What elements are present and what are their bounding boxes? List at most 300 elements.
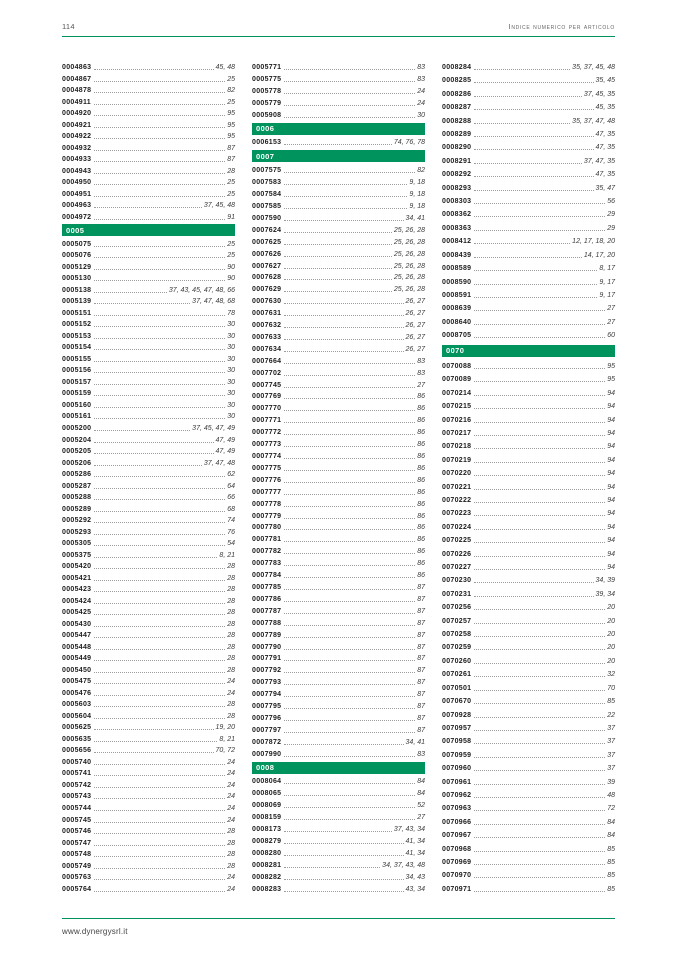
page-numbers: 94 bbox=[607, 537, 615, 545]
article-code: 0007772 bbox=[252, 429, 282, 437]
section-label: 0008 bbox=[256, 763, 275, 773]
index-entry bbox=[62, 493, 235, 501]
dotted-leader bbox=[284, 831, 392, 832]
dotted-leader bbox=[94, 257, 225, 258]
article-code: 0070089 bbox=[442, 376, 472, 384]
dotted-leader bbox=[94, 845, 225, 846]
index-entry bbox=[252, 571, 425, 579]
section-header-bar bbox=[252, 762, 425, 774]
dotted-leader bbox=[474, 623, 605, 624]
article-code: 0008282 bbox=[252, 873, 282, 881]
article-code: 0070261 bbox=[442, 671, 472, 679]
index-entry bbox=[252, 262, 425, 270]
article-code: 0070960 bbox=[442, 765, 472, 773]
dotted-leader bbox=[284, 732, 415, 733]
dotted-leader bbox=[284, 891, 403, 892]
page-numbers: 87 bbox=[417, 703, 425, 711]
dotted-leader bbox=[94, 637, 225, 638]
index-entry bbox=[442, 643, 615, 651]
page-numbers: 52 bbox=[417, 802, 425, 810]
index-entry bbox=[62, 132, 235, 140]
dotted-leader bbox=[94, 499, 225, 500]
article-code: 0008412 bbox=[442, 238, 472, 246]
index-entry bbox=[442, 563, 615, 571]
page-numbers: 86 bbox=[417, 417, 425, 425]
page-numbers: 86 bbox=[417, 500, 425, 508]
page-numbers: 47, 49 bbox=[215, 448, 235, 456]
page-numbers: 85 bbox=[607, 872, 615, 880]
page-numbers: 94 bbox=[607, 470, 615, 478]
dotted-leader bbox=[474, 824, 605, 825]
dotted-leader bbox=[94, 384, 225, 385]
index-entry bbox=[62, 155, 235, 163]
article-code: 0007797 bbox=[252, 726, 282, 734]
page-numbers: 94 bbox=[607, 510, 615, 518]
page-numbers: 86 bbox=[417, 560, 425, 568]
index-entry bbox=[62, 355, 235, 363]
page-numbers: 87 bbox=[417, 714, 425, 722]
article-code: 0008283 bbox=[252, 885, 282, 893]
page-numbers: 82 bbox=[417, 167, 425, 175]
index-entry bbox=[62, 109, 235, 117]
index-entry bbox=[442, 170, 615, 178]
dotted-leader bbox=[94, 92, 225, 93]
page-numbers: 26, 27 bbox=[405, 310, 425, 318]
index-entry bbox=[442, 483, 615, 491]
article-code: 0070963 bbox=[442, 805, 472, 813]
index-entry bbox=[252, 273, 425, 281]
article-code: 0007783 bbox=[252, 560, 282, 568]
page-numbers: 82 bbox=[227, 87, 235, 95]
article-code: 0005746 bbox=[62, 828, 92, 836]
page-numbers: 20 bbox=[607, 644, 615, 652]
index-entry bbox=[62, 121, 235, 129]
page-numbers: 94 bbox=[607, 443, 615, 451]
article-code: 0008639 bbox=[442, 305, 472, 313]
index-entry bbox=[62, 551, 235, 559]
dotted-leader bbox=[94, 476, 225, 477]
article-code: 0005292 bbox=[62, 517, 92, 525]
page-footer bbox=[62, 918, 615, 936]
index-entry bbox=[62, 585, 235, 593]
page-numbers: 9, 17 bbox=[599, 278, 615, 286]
article-code: 0005748 bbox=[62, 851, 92, 859]
index-entry bbox=[252, 595, 425, 603]
index-entry bbox=[442, 197, 615, 205]
dotted-leader bbox=[284, 541, 415, 542]
page-numbers: 24 bbox=[227, 874, 235, 882]
article-code: 0070959 bbox=[442, 751, 472, 759]
page-numbers: 41, 34 bbox=[405, 849, 425, 857]
dotted-leader bbox=[94, 196, 225, 197]
article-code: 0007585 bbox=[252, 202, 282, 210]
article-code: 0007784 bbox=[252, 572, 282, 580]
article-code: 0008286 bbox=[442, 90, 472, 98]
page-numbers: 28 bbox=[227, 701, 235, 709]
index-entry bbox=[252, 873, 425, 881]
article-code: 0070224 bbox=[442, 523, 472, 531]
page-numbers: 86 bbox=[417, 441, 425, 449]
dotted-leader bbox=[94, 184, 225, 185]
article-code: 0008363 bbox=[442, 224, 472, 232]
page-numbers: 94 bbox=[607, 429, 615, 437]
page-numbers: 86 bbox=[417, 572, 425, 580]
dotted-leader bbox=[284, 351, 403, 352]
dotted-leader bbox=[284, 232, 392, 233]
page-numbers: 24 bbox=[227, 689, 235, 697]
index-entry bbox=[442, 389, 615, 397]
dotted-leader bbox=[474, 596, 593, 597]
article-code: 0005635 bbox=[62, 735, 92, 743]
dotted-leader bbox=[474, 891, 605, 892]
article-code: 0070970 bbox=[442, 872, 472, 880]
article-code: 0005286 bbox=[62, 471, 92, 479]
article-code: 0008291 bbox=[442, 157, 472, 165]
article-code: 0004951 bbox=[62, 190, 92, 198]
dotted-leader bbox=[474, 109, 593, 110]
index-entry bbox=[62, 366, 235, 374]
dotted-leader bbox=[474, 730, 605, 731]
page-numbers: 66 bbox=[227, 494, 235, 502]
page-numbers: 37 bbox=[607, 765, 615, 773]
index-entry bbox=[442, 617, 615, 625]
dotted-leader bbox=[94, 580, 225, 581]
dotted-leader bbox=[474, 770, 605, 771]
article-code: 0005450 bbox=[62, 666, 92, 674]
dotted-leader bbox=[94, 683, 225, 684]
dotted-leader bbox=[474, 569, 605, 570]
section-header-bar bbox=[252, 150, 425, 162]
article-code: 0007774 bbox=[252, 453, 282, 460]
page-numbers: 70, 72 bbox=[215, 747, 235, 755]
index-entry bbox=[252, 607, 425, 615]
dotted-leader bbox=[474, 257, 582, 258]
article-code: 0005749 bbox=[62, 862, 92, 870]
article-code: 0005156 bbox=[62, 367, 92, 375]
page-numbers: 24 bbox=[227, 885, 235, 893]
dotted-leader bbox=[284, 553, 415, 554]
dotted-leader bbox=[474, 877, 605, 878]
index-entry bbox=[442, 764, 615, 772]
page-numbers: 87 bbox=[227, 144, 235, 152]
index-entry bbox=[62, 666, 235, 674]
page-numbers: 28 bbox=[227, 620, 235, 628]
page-numbers: 24 bbox=[227, 678, 235, 686]
page-numbers: 87 bbox=[417, 631, 425, 639]
dotted-leader bbox=[474, 310, 605, 311]
dotted-leader bbox=[474, 422, 605, 423]
article-code: 0007630 bbox=[252, 298, 282, 306]
index-entry bbox=[62, 263, 235, 271]
dotted-leader bbox=[94, 868, 225, 869]
index-entry bbox=[442, 845, 615, 853]
section-label: 0070 bbox=[446, 346, 465, 356]
index-entry bbox=[442, 157, 615, 165]
article-code: 0005764 bbox=[62, 885, 92, 893]
page-numbers: 28 bbox=[227, 632, 235, 640]
dotted-leader bbox=[94, 488, 225, 489]
index-entry bbox=[252, 678, 425, 686]
website-url[interactable]: www.dynergysrl.it bbox=[62, 927, 128, 936]
article-code: 0005159 bbox=[62, 390, 92, 398]
dotted-leader bbox=[474, 381, 605, 382]
article-code: 0007793 bbox=[252, 679, 282, 687]
dotted-leader bbox=[94, 891, 225, 892]
index-entry bbox=[442, 103, 615, 111]
dotted-leader bbox=[94, 138, 225, 139]
page-numbers: 24 bbox=[227, 793, 235, 801]
section-header-bar bbox=[252, 123, 425, 135]
index-entry bbox=[442, 331, 615, 339]
page-numbers: 12, 17, 18, 20 bbox=[572, 238, 615, 246]
index-entry bbox=[442, 117, 615, 125]
dotted-leader bbox=[94, 649, 225, 650]
index-entry bbox=[62, 401, 235, 409]
article-code: 0008281 bbox=[252, 861, 282, 869]
page-numbers: 8, 21 bbox=[219, 735, 235, 743]
page-numbers: 83 bbox=[417, 64, 425, 71]
dotted-leader bbox=[94, 326, 225, 327]
page-numbers: 27 bbox=[607, 305, 615, 313]
index-entry bbox=[442, 496, 615, 504]
page-numbers: 35, 37, 45, 48 bbox=[572, 64, 615, 71]
dotted-leader bbox=[94, 161, 225, 162]
page-numbers: 30 bbox=[227, 332, 235, 340]
index-entry bbox=[252, 500, 425, 508]
page-numbers: 94 bbox=[607, 550, 615, 558]
page-numbers: 70 bbox=[607, 684, 615, 692]
page-numbers: 87 bbox=[417, 679, 425, 687]
dotted-leader bbox=[474, 136, 593, 137]
dotted-leader bbox=[474, 663, 605, 664]
index-entry bbox=[252, 885, 425, 893]
dotted-leader bbox=[94, 81, 225, 82]
page-number: 114 bbox=[62, 22, 75, 31]
dotted-leader bbox=[94, 395, 225, 396]
index-entry bbox=[252, 178, 425, 186]
index-entry bbox=[62, 309, 235, 317]
page-numbers: 86 bbox=[417, 536, 425, 544]
dotted-leader bbox=[94, 69, 213, 70]
page-numbers: 37, 43, 34 bbox=[393, 826, 425, 834]
page-numbers: 87 bbox=[417, 726, 425, 734]
dotted-leader bbox=[474, 649, 605, 650]
index-entry bbox=[442, 684, 615, 692]
index-entry bbox=[62, 804, 235, 812]
page-numbers: 60 bbox=[607, 332, 615, 340]
dotted-leader bbox=[474, 489, 605, 490]
dotted-leader bbox=[94, 219, 225, 220]
dotted-leader bbox=[474, 810, 605, 811]
page-numbers: 25, 26, 28 bbox=[393, 238, 425, 246]
article-code: 0005157 bbox=[62, 378, 92, 386]
index-entry bbox=[252, 535, 425, 543]
page-numbers: 34, 39 bbox=[595, 577, 615, 585]
article-code: 0005741 bbox=[62, 770, 92, 778]
page-numbers: 29 bbox=[607, 224, 615, 232]
article-code: 0005420 bbox=[62, 563, 92, 571]
article-code: 0007629 bbox=[252, 286, 282, 294]
article-code: 0004911 bbox=[62, 98, 91, 106]
dotted-leader bbox=[94, 280, 225, 281]
article-code: 0007791 bbox=[252, 655, 282, 663]
article-code: 0008293 bbox=[442, 184, 472, 192]
dotted-leader bbox=[284, 819, 415, 820]
dotted-leader bbox=[474, 837, 605, 838]
index-entry bbox=[62, 436, 235, 444]
page-numbers: 84 bbox=[417, 790, 425, 798]
index-column bbox=[62, 63, 235, 893]
dotted-leader bbox=[284, 708, 415, 709]
article-code: 0007624 bbox=[252, 226, 282, 234]
article-code: 0008065 bbox=[252, 790, 282, 798]
dotted-leader bbox=[474, 190, 593, 191]
index-entry bbox=[62, 792, 235, 800]
page-numbers: 26, 27 bbox=[405, 333, 425, 341]
dotted-leader bbox=[284, 375, 415, 376]
article-code: 0070222 bbox=[442, 497, 472, 504]
index-entry bbox=[252, 214, 425, 222]
page-numbers: 85 bbox=[607, 885, 615, 893]
page-numbers: 37, 47, 48 bbox=[203, 459, 235, 467]
page-numbers: 47, 35 bbox=[595, 131, 615, 139]
article-code: 0004863 bbox=[62, 64, 92, 71]
dotted-leader bbox=[94, 430, 190, 431]
index-entry bbox=[442, 291, 615, 299]
index-entry bbox=[62, 735, 235, 743]
index-entry bbox=[442, 143, 615, 151]
article-code: 0070220 bbox=[442, 470, 472, 478]
article-code: 0007626 bbox=[252, 250, 282, 258]
article-code: 0005154 bbox=[62, 344, 92, 352]
page-numbers: 83 bbox=[417, 750, 425, 758]
index-entry bbox=[252, 226, 425, 234]
dotted-leader bbox=[284, 363, 415, 364]
article-code: 0070967 bbox=[442, 832, 472, 840]
page-numbers: 45, 35 bbox=[595, 104, 615, 112]
article-code: 0005603 bbox=[62, 701, 92, 709]
index-entry bbox=[252, 801, 425, 809]
index-entry bbox=[442, 90, 615, 98]
page-numbers: 87 bbox=[417, 607, 425, 615]
article-code: 0007782 bbox=[252, 548, 282, 556]
article-code: 0008292 bbox=[442, 171, 472, 179]
dotted-leader bbox=[284, 684, 415, 685]
page-numbers: 87 bbox=[417, 643, 425, 651]
index-entry bbox=[62, 378, 235, 386]
index-entry bbox=[442, 657, 615, 665]
article-code: 0007702 bbox=[252, 369, 282, 377]
article-code: 0005744 bbox=[62, 805, 92, 812]
page-numbers: 39, 34 bbox=[595, 590, 615, 598]
page-numbers: 85 bbox=[607, 858, 615, 866]
dotted-leader bbox=[474, 582, 593, 583]
page-numbers: 87 bbox=[417, 655, 425, 663]
dotted-leader bbox=[284, 387, 415, 388]
page-numbers: 85 bbox=[607, 698, 615, 706]
page-numbers: 24 bbox=[417, 87, 425, 95]
page-numbers: 24 bbox=[227, 770, 235, 778]
article-code: 0008288 bbox=[442, 117, 472, 125]
page-numbers: 86 bbox=[417, 512, 425, 520]
article-code: 0070217 bbox=[442, 429, 472, 437]
dotted-leader bbox=[94, 338, 225, 339]
index-entry bbox=[442, 224, 615, 232]
article-code: 0005475 bbox=[62, 678, 92, 686]
page-numbers: 28 bbox=[227, 586, 235, 594]
index-entry bbox=[62, 631, 235, 639]
article-code: 0008285 bbox=[442, 77, 472, 85]
page-numbers: 25 bbox=[227, 179, 235, 187]
index-entry bbox=[252, 789, 425, 797]
article-code: 0070969 bbox=[442, 858, 472, 866]
article-code: 0070957 bbox=[442, 724, 472, 732]
article-code: 0070958 bbox=[442, 738, 472, 746]
dotted-leader bbox=[474, 163, 582, 164]
page-numbers: 29 bbox=[607, 211, 615, 219]
index-entry bbox=[252, 428, 425, 436]
article-code: 0007790 bbox=[252, 643, 282, 651]
index-entry bbox=[252, 404, 425, 412]
dotted-leader bbox=[284, 446, 415, 447]
page-numbers: 30 bbox=[417, 111, 425, 119]
index-entry bbox=[252, 726, 425, 734]
article-code: 0070257 bbox=[442, 617, 472, 625]
dotted-leader bbox=[94, 557, 217, 558]
index-entry bbox=[62, 769, 235, 777]
page-title: Indice numerico per articolo bbox=[508, 22, 615, 31]
dotted-leader bbox=[284, 565, 415, 566]
page-numbers: 35, 45 bbox=[595, 77, 615, 85]
dotted-leader bbox=[94, 718, 225, 719]
article-code: 0008589 bbox=[442, 265, 472, 273]
index-entry bbox=[252, 440, 425, 448]
page-numbers: 27 bbox=[417, 814, 425, 822]
page-numbers: 95 bbox=[607, 362, 615, 370]
page-numbers: 86 bbox=[417, 476, 425, 484]
article-code: 0004920 bbox=[62, 110, 92, 118]
dotted-leader bbox=[474, 123, 570, 124]
page-numbers: 27 bbox=[417, 381, 425, 389]
dotted-leader bbox=[474, 203, 605, 204]
page-numbers: 95 bbox=[227, 121, 235, 129]
article-code: 0007778 bbox=[252, 500, 282, 508]
page-numbers: 48 bbox=[607, 791, 615, 799]
dotted-leader bbox=[474, 609, 605, 610]
article-code: 0005160 bbox=[62, 401, 92, 409]
article-code: 0007777 bbox=[252, 488, 282, 496]
page-numbers: 25, 26, 28 bbox=[393, 250, 425, 258]
article-code: 0070231 bbox=[442, 590, 472, 598]
article-code: 0005423 bbox=[62, 586, 92, 594]
page-numbers: 34, 41 bbox=[405, 738, 425, 746]
index-entry bbox=[62, 482, 235, 490]
index-entry bbox=[62, 274, 235, 282]
article-code: 0070928 bbox=[442, 711, 472, 719]
index-entry bbox=[62, 712, 235, 720]
index-entry bbox=[442, 469, 615, 477]
article-code: 0008705 bbox=[442, 332, 472, 340]
article-code: 0005449 bbox=[62, 655, 92, 663]
dotted-leader bbox=[94, 660, 225, 661]
index-entry bbox=[442, 791, 615, 799]
page-numbers: 94 bbox=[607, 564, 615, 572]
page-numbers: 83 bbox=[417, 75, 425, 83]
index-entry bbox=[252, 99, 425, 107]
dotted-leader bbox=[284, 529, 415, 530]
dotted-leader bbox=[94, 511, 225, 512]
index-entry bbox=[252, 357, 425, 365]
